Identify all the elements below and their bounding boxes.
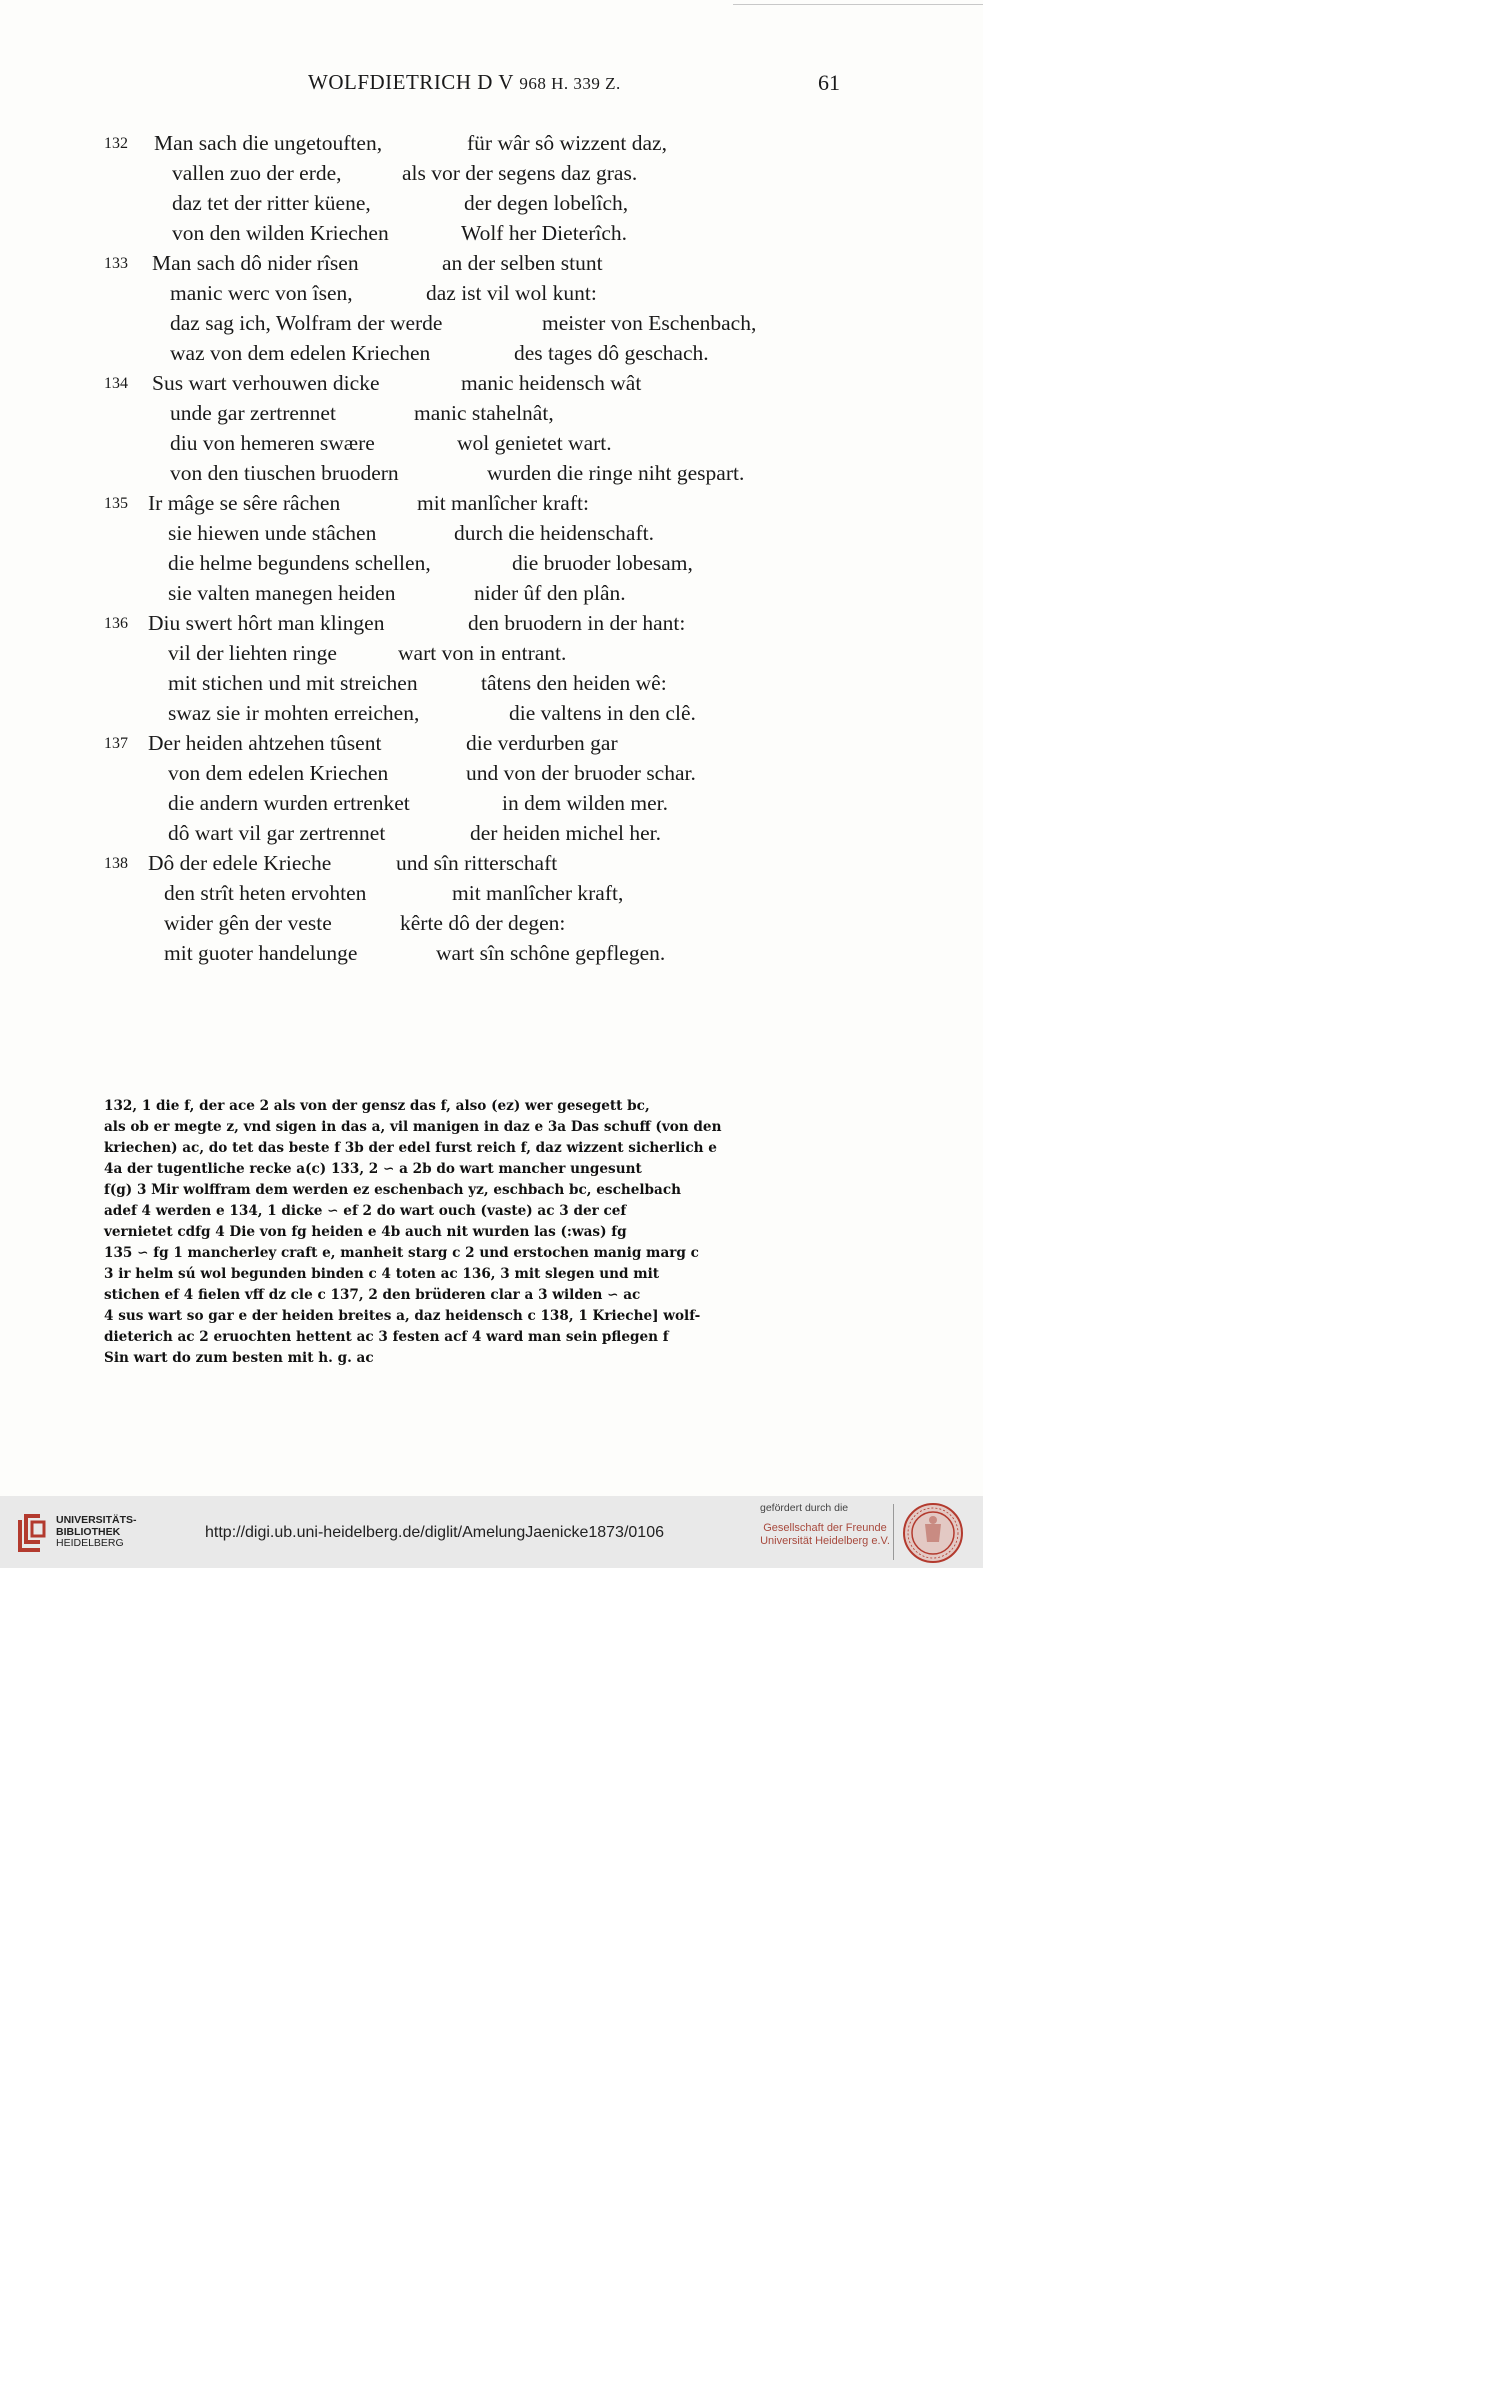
- verse-line: [104, 248, 864, 278]
- verse-first-half: von den tiuschen bruodern: [170, 461, 399, 485]
- verse-line: [104, 218, 864, 248]
- verse-first-half: sie hiewen unde stâchen: [168, 521, 377, 545]
- verse-line: [104, 848, 864, 878]
- verse-second-half: des tages dô geschach.: [514, 341, 709, 365]
- verse-first-half: waz von dem edelen Kriechen: [170, 341, 431, 365]
- verse-second-half: an der selben stunt: [442, 251, 603, 275]
- library-line: UNIVERSITÄTS-: [56, 1514, 137, 1526]
- verse-line: [104, 818, 864, 848]
- verse-line: [104, 488, 864, 518]
- verse-second-half: kêrte dô der degen:: [400, 911, 566, 935]
- verse-first-half: wider gên der veste: [164, 911, 332, 935]
- stanza-number: 137: [104, 735, 128, 752]
- verse-second-half: die valtens in den clê.: [509, 701, 696, 725]
- stanza: [104, 368, 864, 488]
- verse-first-half: Ir mâge se sêre râchen: [148, 491, 341, 515]
- verse-line: [104, 518, 864, 548]
- verse-first-half: vil der liehten ringe: [168, 641, 337, 665]
- stanza-number: 134: [104, 375, 128, 392]
- verse-first-half: manic werc von îsen,: [170, 281, 353, 305]
- apparatus-line: 132, 1 die f, der ace 2 als von der gensz das f, also (ez) wer gesegett bc,: [104, 1098, 650, 1114]
- verse-first-half: Man sach dô nider rîsen: [152, 251, 359, 275]
- apparatus-line: Sin wart do zum besten mit h. g. ac: [104, 1350, 374, 1366]
- verse-first-half: sie valten manegen heiden: [168, 581, 396, 605]
- sponsor-name: Gesellschaft der Freunde: [763, 1522, 887, 1534]
- apparatus-line: adef 4 werden e 134, 1 dicke ∽ ef 2 do wart ouch (vaste) ac 3 der cef: [104, 1203, 627, 1219]
- stanza: [104, 848, 864, 968]
- stanza-number: 135: [104, 495, 128, 512]
- stanza: [104, 728, 864, 848]
- apparatus-line: f(g) 3 Mir wolffram dem werden ez eschenbach yz, eschbach bc, eschelbach: [104, 1182, 682, 1198]
- apparatus-line: stichen ef 4 fielen vff dz cle c 137, 2 den brüderen clar a 3 wilden ∽ ac: [104, 1287, 641, 1303]
- sponsor-name: Universität Heidelberg e.V.: [760, 1535, 890, 1547]
- verse-line: [104, 188, 864, 218]
- verse-second-half: die bruoder lobesam,: [512, 551, 693, 575]
- verse-line: [104, 458, 864, 488]
- verse-second-half: in dem wilden mer.: [502, 791, 668, 815]
- library-line: HEIDELBERG: [56, 1537, 124, 1549]
- apparatus-line: 4a der tugentliche recke a(c) 133, 2 ∽ a 2b do wart mancher ungesunt: [104, 1161, 642, 1177]
- verse-second-half: daz ist vil wol kunt:: [426, 281, 597, 305]
- header-subtitle: 968 H. 339 Z.: [519, 74, 621, 93]
- verse-line: [104, 428, 864, 458]
- university-seal-icon: [902, 1502, 964, 1564]
- ub-heidelberg-logo-icon: [10, 1510, 50, 1554]
- verse-first-half: swaz sie ir mohten erreichen,: [168, 701, 420, 725]
- apparatus-line: 135 ∽ fg 1 mancherley craft e, manheit starg c 2 und erstochen manig marg c: [104, 1245, 699, 1261]
- library-name: [56, 1515, 137, 1550]
- verse-first-half: Dô der edele Krieche: [148, 851, 332, 875]
- verse-first-half: Diu swert hôrt man klingen: [148, 611, 385, 635]
- verse-first-half: unde gar zertrennet: [170, 401, 336, 425]
- stanza-number: 138: [104, 855, 128, 872]
- verse-line: [104, 368, 864, 398]
- verse-second-half: den bruodern in der hant:: [468, 611, 686, 635]
- verse-line: [104, 578, 864, 608]
- verse-first-half: die helme begundens schellen,: [168, 551, 431, 575]
- apparatus-line: 3 ir helm sú wol begunden binden c 4 toten ac 136, 3 mit slegen und mit: [104, 1266, 660, 1282]
- verse-first-half: Sus wart verhouwen dicke: [152, 371, 380, 395]
- verse-second-half: manic heidensch wât: [461, 371, 642, 395]
- sponsor-prefix: gefördert durch die: [760, 1502, 849, 1514]
- verse-first-half: diu von hemeren swære: [170, 431, 375, 455]
- verse-first-half: von dem edelen Kriechen: [168, 761, 389, 785]
- apparatus-line: kriechen) ac, do tet das beste f 3b der edel furst reich f, daz wizzent sicherlich e: [104, 1140, 717, 1156]
- critical-apparatus: [104, 1096, 840, 1369]
- sponsor-credit: [760, 1502, 890, 1548]
- apparatus-line: vernietet cdfg 4 Die von fg heiden e 4b auch nit wurden las (:was) fg: [104, 1224, 627, 1240]
- verse-line: [104, 908, 864, 938]
- verse-second-half: der heiden michel her.: [470, 821, 662, 845]
- verse-first-half: mit guoter handelunge: [164, 941, 358, 965]
- apparatus-line: 4 sus wart so gar e der heiden breites a, daz heidensch c 138, 1 Krieche] wolf-: [104, 1308, 701, 1324]
- footer-divider: [893, 1504, 894, 1560]
- verse-second-half: wol genietet wart.: [457, 431, 612, 455]
- verse-second-half: wart sîn schône gepflegen.: [436, 941, 666, 965]
- verse-line: [104, 608, 864, 638]
- verse-first-half: die andern wurden ertrenket: [168, 791, 410, 815]
- verse-line: [104, 548, 864, 578]
- verse-line: [104, 728, 864, 758]
- verse-line: [104, 278, 864, 308]
- apparatus-line: als ob er megte z, vnd sigen in das a, vil manigen in daz e 3a Das schuff (von den: [104, 1119, 722, 1135]
- verse-second-half: durch die heidenschaft.: [454, 521, 654, 545]
- verse-second-half: wurden die ringe niht gespart.: [487, 461, 745, 485]
- stanza-number: 136: [104, 615, 128, 632]
- verse-text: [104, 128, 864, 968]
- verse-line: [104, 638, 864, 668]
- library-line: BIBLIOTHEK: [56, 1525, 121, 1538]
- verse-second-half: manic stahelnât,: [414, 401, 554, 425]
- digitization-footer: [0, 1496, 983, 1568]
- verse-line: [104, 128, 864, 158]
- verse-second-half: der degen lobelîch,: [464, 191, 629, 215]
- verse-line: [104, 698, 864, 728]
- permalink-url[interactable]: http://digi.ub.uni-heidelberg.de/diglit/AmelungJaenicke1873/0106: [205, 1524, 664, 1541]
- verse-line: [104, 308, 864, 338]
- header-title: WOLFDIETRICH D V: [308, 70, 514, 94]
- verse-second-half: meister von Eschenbach,: [542, 311, 757, 335]
- verse-line: [104, 158, 864, 188]
- verse-line: [104, 878, 864, 908]
- verse-first-half: dô wart vil gar zertrennet: [168, 821, 386, 845]
- page-number: 61: [818, 70, 840, 95]
- verse-line: [104, 398, 864, 428]
- verse-line: [104, 938, 864, 968]
- verse-first-half: Man sach die ungetouften,: [154, 131, 383, 155]
- verse-line: [104, 758, 864, 788]
- stanza: [104, 128, 864, 248]
- verse-second-half: wart von in entrant.: [398, 641, 567, 665]
- verse-second-half: die verdurben gar: [466, 731, 618, 755]
- apparatus-line: dieterich ac 2 eruochten hettent ac 3 festen acf 4 ward man sein pflegen f: [104, 1329, 669, 1345]
- page-edge-line: [733, 0, 983, 5]
- running-title: [308, 70, 621, 95]
- stanza-number: 132: [104, 135, 128, 152]
- verse-line: [104, 668, 864, 698]
- verse-second-half: als vor der segens daz gras.: [402, 161, 638, 185]
- stanza: [104, 488, 864, 608]
- stanza: [104, 248, 864, 368]
- verse-line: [104, 788, 864, 818]
- running-header: [0, 70, 983, 100]
- verse-second-half: mit manlîcher kraft,: [452, 881, 624, 905]
- verse-second-half: und sîn ritterschaft: [396, 851, 558, 875]
- verse-second-half: tâtens den heiden wê:: [481, 671, 667, 695]
- verse-first-half: daz sag ich, Wolfram der werde: [170, 311, 443, 335]
- book-page: [0, 0, 983, 1496]
- stanza: [104, 608, 864, 728]
- verse-first-half: vallen zuo der erde,: [172, 161, 342, 185]
- verse-first-half: den strît heten ervohten: [164, 881, 367, 905]
- verse-first-half: Der heiden ahtzehen tûsent: [148, 731, 382, 755]
- verse-line: [104, 338, 864, 368]
- verse-first-half: von den wilden Kriechen: [172, 221, 389, 245]
- verse-second-half: und von der bruoder schar.: [466, 761, 696, 785]
- verse-first-half: mit stichen und mit streichen: [168, 671, 418, 695]
- stanza-number: 133: [104, 255, 128, 272]
- verse-second-half: nider ûf den plân.: [474, 581, 626, 605]
- verse-first-half: daz tet der ritter küene,: [172, 191, 371, 215]
- verse-second-half: Wolf her Dieterîch.: [461, 221, 628, 245]
- verse-second-half: für wâr sô wizzent daz,: [467, 131, 667, 155]
- verse-second-half: mit manlîcher kraft:: [417, 491, 589, 515]
